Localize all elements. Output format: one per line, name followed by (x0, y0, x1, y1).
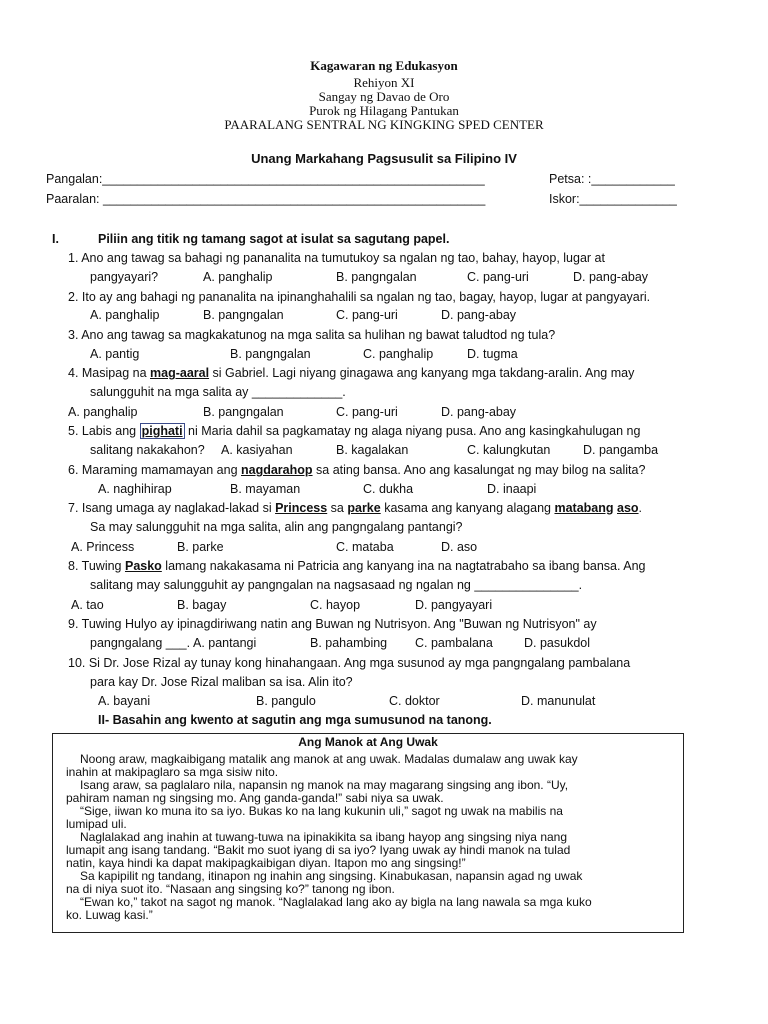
score-field: Iskor:______________ (549, 192, 677, 206)
q2-choice-a: A. panghalip (90, 308, 160, 322)
q9-choice-b: B. pahambing (310, 636, 388, 650)
story-line: “Sige, iiwan ko muna ito sa iyo. Bukas ko na lang kukunin uli,” sagot ng uwak na mabilis na (80, 804, 563, 818)
story-title: Ang Manok at Ang Uwak (298, 735, 438, 749)
q10-choice-c: C. doktor (389, 694, 440, 708)
q4-choice-b: B. pangngalan (203, 405, 284, 419)
school-field: Paaralan: _______________________________________________________ (46, 192, 486, 206)
question-7: 7. Isang umaga ay naglakad-lakad si Princess sa parke kasama ang kanyang alagang matabang aso. (68, 501, 643, 515)
question-3: 3. Ano ang tawag sa magkakatunog na mga salita sa hulihan ng bawat taludtod ng tula? (68, 328, 556, 342)
q8-choice-a: A. tao (71, 598, 104, 612)
q6-choice-b: B. mayaman (230, 482, 301, 496)
q2-choice-d: D. pang-abay (441, 308, 517, 322)
q7-choice-c: C. mataba (336, 540, 394, 554)
story-line: na di niya suot ito. “Nasaan ang singsing ko?” tanong ng ibon. (66, 882, 395, 896)
story-line: Sa kapipilit ng tandang, itinapon ng inahin ang singsing. Kinabukasan, napansin agad ng uwak (80, 869, 583, 883)
underlined-word: Princess (275, 501, 328, 515)
story-line: pahiram naman ng singsing mo. Ang ganda-ganda!” sabi niya sa uwak. (66, 791, 444, 805)
q6-choice-c: C. dukha (363, 482, 414, 496)
question-5-cont: salitang nakakahon? (90, 443, 205, 457)
story-line: lumapit ang isang tandang. “Bakit mo suot iyang di sa iyo? Iyang uwak ay hindi manok na tulad (66, 843, 571, 857)
exam-title: Unang Markahang Pagsusulit sa Filipino IV (251, 151, 517, 166)
q9-choice-d: D. pasukdol (524, 636, 591, 650)
q7-choice-b: B. parke (177, 540, 224, 554)
school-name: PAARALANG SENTRAL NG KINGKING SPED CENTER (224, 117, 544, 132)
question-8: 8. Tuwing Pasko lamang nakakasama ni Patricia ang kanyang ina na nagtatrabaho sa ibang bansa. Ang (68, 559, 646, 573)
circled-word: nagdarahop (241, 463, 313, 477)
question-5: 5. Labis ang pighati ni Maria dahil sa pagkamatay ng alaga niyang pusa. Ano ang kasingkahulugan ng (68, 424, 641, 438)
department-name: Kagawaran ng Edukasyon (310, 58, 458, 73)
story-line: lumipad uli. (66, 817, 127, 831)
question-2: 2. Ito ay ang bahagi ng pananalita na ipinanghahalili sa ngalan ng tao, bagay, hayop, lugar at pangyayari. (68, 290, 651, 304)
question-10-cont: para kay Dr. Jose Rizal maliban sa isa. Alin ito? (90, 675, 353, 689)
underlined-word: parke (347, 501, 381, 515)
q7-choice-a: A. Princess (71, 540, 135, 554)
region-name: Rehiyon XI (353, 75, 415, 90)
q2-choice-b: B. pangngalan (203, 308, 284, 322)
story-line: natin, kaya hindi ka dapat makipagkaibigan diyan. Itapon mo ang singsing!” (66, 856, 466, 870)
q6-choice-a: A. naghihirap (98, 482, 172, 496)
question-4: 4. Masipag na mag-aaral si Gabriel. Lagi niyang ginagawa ang kanyang mga takdang-aralin. Ang may (68, 366, 635, 380)
q4-choice-c: C. pang-uri (336, 405, 398, 419)
story-line: ko. Luwag kasi.” (66, 908, 153, 922)
q6-choice-d: D. inaapi (487, 482, 537, 496)
question-1-cont: pangyayari? (90, 270, 159, 284)
q8-choice-b: B. bagay (177, 598, 227, 612)
underlined-word: Pasko (124, 559, 162, 573)
story-line: inahin at makipaglaro sa mga sisiw nito. (66, 765, 279, 779)
question-9-cont: pangngalang ___. (90, 636, 191, 650)
question-7-cont: Sa may salungguhit na mga salita, alin ang pangngalang pantangi? (90, 520, 463, 534)
q10-choice-d: D. manunulat (521, 694, 596, 708)
question-8-cont: salitang may salungguhit ay pangngalan na nagsasaad ng ngalan ng _______________. (90, 578, 583, 592)
section-2-title: II- Basahin ang kwento at sagutin ang mga sumusunod na tanong. (98, 713, 492, 727)
q4-choice-d: D. pang-abay (441, 405, 517, 419)
section-1-number: I. (52, 232, 59, 246)
underlined-word: aso (617, 501, 639, 515)
q9-choice-a: A. pantangi (193, 636, 257, 650)
q5-choice-c: C. kalungkutan (467, 443, 551, 457)
q3-choice-c: C. panghalip (363, 347, 434, 361)
q5-choice-d: D. pangamba (583, 443, 659, 457)
date-field: Petsa: :____________ (549, 172, 675, 186)
question-6: 6. Maraming mamamayan ang nagdarahop sa ating bansa. Ano ang kasalungat ng may bilog na salita? (68, 463, 646, 477)
division-name: Sangay ng Davao de Oro (318, 89, 450, 104)
q1-choice-a: A. panghalip (203, 270, 273, 284)
question-10: 10. Si Dr. Jose Rizal ay tunay kong hinahangaan. Ang mga susunod ay mga pangngalang pambalana (68, 656, 631, 670)
section-1-title: Piliin ang titik ng tamang sagot at isulat sa sagutang papel. (98, 232, 450, 246)
q8-choice-c: C. hayop (310, 598, 361, 612)
underlined-word: matabang (554, 501, 614, 515)
q5-choice-b: B. kagalakan (336, 443, 409, 457)
boxed-word: pighati (141, 424, 183, 438)
q9-choice-c: C. pambalana (415, 636, 493, 650)
q3-choice-a: A. pantig (90, 347, 140, 361)
question-9: 9. Tuwing Hulyo ay ipinagdiriwang natin ang Buwan ng Nutrisyon. Ang "Buwan ng Nutrisyon" ay (68, 617, 597, 631)
q7-choice-d: D. aso (441, 540, 478, 554)
name-field: Pangalan:_______________________________________________________ (46, 172, 485, 186)
story-line: Noong araw, magkaibigang matalik ang manok at ang uwak. Madalas dumalaw ang uwak kay (80, 752, 578, 766)
underlined-word: mag-aaral (150, 366, 210, 380)
q3-choice-b: B. pangngalan (230, 347, 311, 361)
q3-choice-d: D. tugma (467, 347, 518, 361)
q5-choice-a: A. kasiyahan (221, 443, 293, 457)
q8-choice-d: D. pangyayari (415, 598, 493, 612)
story-line: “Ewan ko,” takot na sagot ng manok. “Naglalakad lang ako ay bigla na lang nawala sa mga kuko (80, 895, 592, 909)
q2-choice-c: C. pang-uri (336, 308, 398, 322)
q10-choice-a: A. bayani (98, 694, 151, 708)
story-line: Isang araw, sa paglalaro nila, napansin ng manok na may magarang singsing ang ibon. “Uy, (80, 778, 569, 792)
q1-choice-d: D. pang-abay (573, 270, 649, 284)
district-name: Purok ng Hilagang Pantukan (309, 103, 459, 118)
q4-choice-a: A. panghalip (68, 405, 138, 419)
story-line: Naglalakad ang inahin at tuwang-tuwa na ipinakikita sa ibang hayop ang singsing niya nang (80, 830, 568, 844)
q10-choice-b: B. pangulo (256, 694, 316, 708)
question-4-cont: salungguhit na mga salita ay _____________. (90, 385, 346, 399)
q1-choice-b: B. pangngalan (336, 270, 417, 284)
question-1: 1. Ano ang tawag sa bahagi ng pananalita na tumutukoy sa ngalan ng tao, bahay, hayop, lugar at (68, 251, 605, 265)
q1-choice-c: C. pang-uri (467, 270, 529, 284)
